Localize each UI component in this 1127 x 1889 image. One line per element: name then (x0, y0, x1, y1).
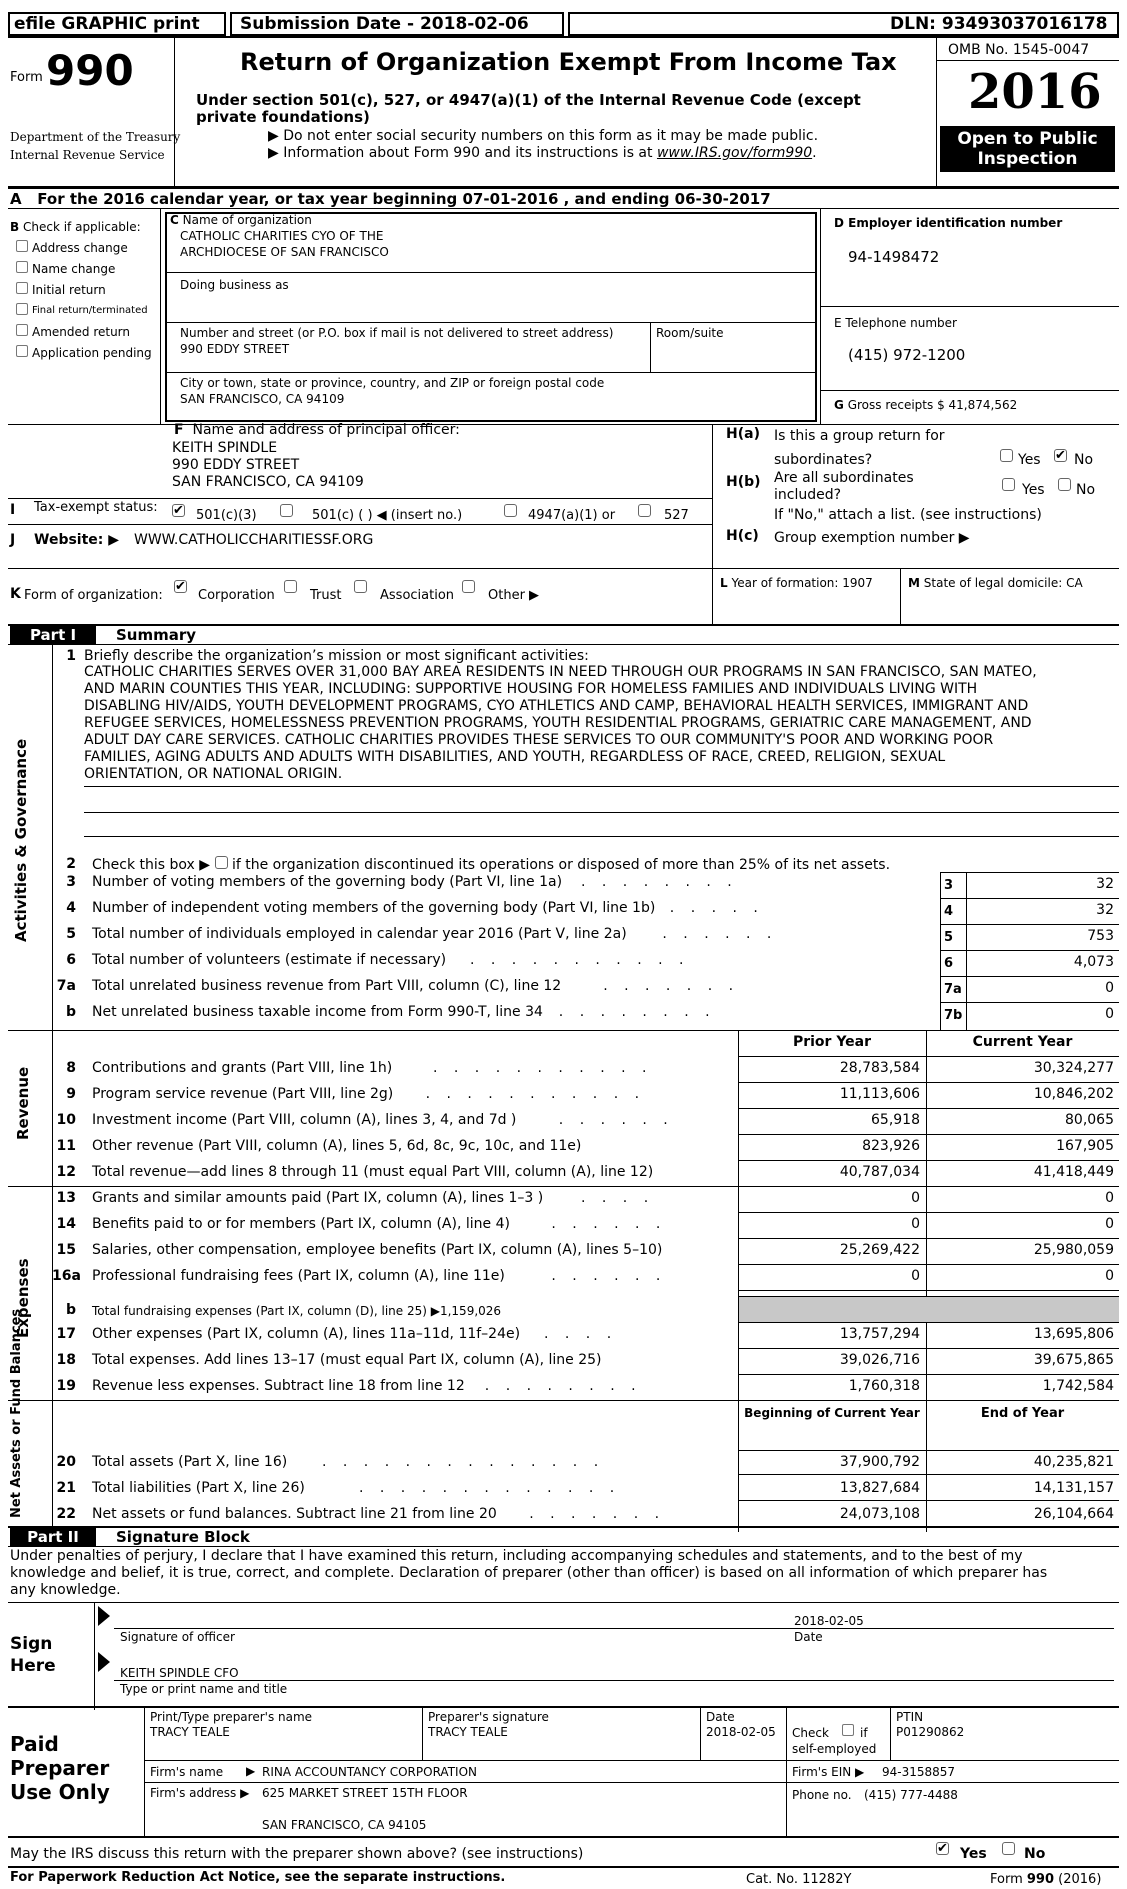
here-label: Here (10, 1656, 56, 1676)
k-label: K (10, 586, 21, 602)
telephone-value: (415) 972-1200 (848, 346, 966, 364)
year-formation: L Year of formation: 1907 (720, 576, 873, 590)
exp_lines-prior-value: 0 (911, 1190, 920, 1206)
sign-arrow-icon-2 (98, 1652, 110, 1672)
dba-label: Doing business as (180, 278, 289, 292)
exp_lines2-current-value: 13,695,806 (1033, 1326, 1114, 1342)
firm-address-line2: SAN FRANCISCO, CA 94105 (262, 1818, 427, 1832)
exp_lines2-line-dots: . . . . . . . . (484, 1378, 642, 1394)
exp_lines-line-number: 14 (56, 1216, 76, 1232)
prep-name-label: Print/Type preparer's name (150, 1710, 313, 1724)
arrow-icon: ▶ (268, 145, 279, 161)
gov-line-box: 7b (944, 1008, 963, 1023)
firm-name: RINA ACCOUNTANCY CORPORATION (262, 1765, 477, 1779)
exp_lines2-current-value: 1,742,584 (1042, 1378, 1114, 1394)
exp_lines-prior-value: 25,269,422 (839, 1242, 920, 1258)
dln-number: DLN: 93493037016178 (890, 14, 1108, 34)
exp_lines-line-dots: . . . . (581, 1190, 655, 1206)
prep-date: 2018-02-05 (706, 1725, 776, 1739)
section-c-box (165, 212, 817, 422)
rev_lines-current-value: 41,418,449 (1033, 1164, 1114, 1180)
signature-officer-label: Signature of officer (120, 1630, 235, 1644)
h-a-no-checkbox[interactable]: ✔ (1055, 448, 1066, 463)
na_lines-line-number: 21 (56, 1480, 76, 1496)
gov-line-box: 4 (944, 904, 954, 919)
na_lines-prior-value: 37,900,792 (839, 1454, 920, 1470)
exp_lines2-prior-value: 1,760,318 (848, 1378, 920, 1394)
exp_lines2-prior-value: 13,757,294 (839, 1326, 920, 1342)
rev_lines-line-dots: . . . . . . . . . . . (433, 1060, 653, 1076)
org-name-line1: CATHOLIC CHARITIES CYO OF THE (180, 229, 384, 243)
gov-line-text: Total unrelated business revenue from Part VIII, column (C), line 12 (92, 978, 562, 994)
association-checkbox[interactable] (354, 580, 367, 593)
line-a: A For the 2016 calendar year, or tax year beginning 07-01-2016 , and ending 06-30-2017 (10, 190, 771, 208)
principal-officer-name: KEITH SPINDLE (172, 440, 278, 456)
rev_lines-line-text: Total revenue—add lines 8 through 11 (must equal Part VIII, column (A), line 12) (92, 1164, 654, 1180)
corporation-label: Corporation (198, 588, 275, 603)
firm-arrow-icon: ▶ (246, 1764, 256, 1778)
gov-line-number: 3 (66, 874, 76, 890)
form-subtitle: Under section 501(c), 527, or 4947(a)(1) of the Internal Revenue Code (except private foundations) (196, 91, 861, 126)
mission-text: CATHOLIC CHARITIES SERVES OVER 31,000 BAY AREA RESIDENTS IN NEED THROUGH OUR PROGRAMS IN SAN FRANCISCO, SAN MATEO, AND MARIN COUNTIES THIS YEAR, INCLUDING: SUPPORTIVE HOUSING FOR HOMELESS FAMILIES AND INDIVIDUALS LIVING WITH DISABLING HIV/AIDS, YOUTH DEVELOPMENT PROGRAMS, CYO ATHLETICS AND CAMP, BEHAVIORAL HEALTH SERVICES, IMMIGRANT AND REFUGEE SERVICES, HOMELESSNESS PREVENTION PROGRAMS, YOUTH RESIDENTIAL PROGRAMS, GERIATRIC CARE MANAGEMENT, AND ADULT DAY CARE SERVICES. CATHOLIC CHARITIES PROVIDES THESE SERVICES TO OUR COMMUNITY'S POOR AND WORKING POOR FAMILIES, AGING ADULTS AND ADULTS WITH DISABILITIES, AND YOUTH, REGARDLESS OF RACE, CREED, RELIGION, SEXUAL ORIENTATION, OR NATIONAL ORIGIN. (84, 664, 1037, 782)
address-change-label: Address change (32, 241, 128, 255)
form-title: Return of Organization Exempt From Income Tax (240, 48, 897, 76)
trust-label: Trust (310, 588, 342, 603)
prep-self-employed: self-employed (792, 1742, 877, 1756)
rev_lines-current-value: 80,065 (1065, 1112, 1114, 1128)
h-a-text1: Is this a group return for (774, 428, 945, 444)
ein-value: 94-1498472 (848, 248, 940, 266)
rev_lines-line-text: Investment income (Part VIII, column (A), lines 3, 4, and 7d ) (92, 1112, 517, 1128)
na_lines-current-value: 40,235,821 (1033, 1454, 1114, 1470)
prep-if-label: if (860, 1726, 868, 1740)
part-i-tag: Part I (10, 626, 96, 644)
gov-line-box: 7a (944, 982, 962, 997)
prep-name: TRACY TEALE (150, 1725, 230, 1739)
h-a-text2: subordinates? (774, 452, 873, 468)
exp_lines2-prior-value: 39,026,716 (839, 1352, 920, 1368)
city-value: SAN FRANCISCO, CA 94109 (180, 392, 345, 406)
omb-number: OMB No. 1545-0047 (948, 42, 1090, 58)
527-checkbox[interactable] (638, 504, 651, 517)
name-change-label: Name change (32, 262, 116, 276)
part-i-title: Summary (116, 626, 197, 644)
firm-phone: (415) 777-4488 (864, 1788, 958, 1802)
part-ii-title: Signature Block (116, 1528, 250, 1546)
h-a-no-label: No (1074, 452, 1094, 468)
exp_lines-current-value: 0 (1105, 1268, 1114, 1284)
gov-line-text: Net unrelated business taxable income from Form 990-T, line 34 (92, 1004, 543, 1020)
line-1-number: 1 (66, 648, 76, 664)
gov-line-number: 5 (66, 926, 76, 942)
na_lines-line-text: Total assets (Part X, line 16) (92, 1454, 288, 1470)
line-2-text: Check this box ▶ if the organization discontinued its operations or disposed of more than 25% of its net assets. (92, 857, 891, 873)
discuss-yes-checkbox[interactable]: ✔ (937, 1841, 948, 1856)
exp_lines2-line-number: 19 (56, 1378, 76, 1394)
principal-officer-city: SAN FRANCISCO, CA 94109 (172, 474, 364, 490)
na_lines-line-dots: . . . . . . . (529, 1506, 666, 1522)
efile-label: efile GRAPHIC print (14, 14, 200, 34)
application-pending-label: Application pending (32, 346, 152, 360)
exp_lines-line-text: Professional fundraising fees (Part IX, column (A), line 11e) (92, 1268, 505, 1284)
end-year-header: End of Year (980, 1406, 1065, 1421)
address-change-checkbox[interactable] (16, 240, 28, 252)
gov-line-value: 0 (1105, 980, 1114, 996)
prep-date-label: Date (706, 1710, 735, 1724)
submission-date: Submission Date - 2018-02-06 (240, 14, 529, 34)
rev_lines-prior-value: 823,926 (862, 1138, 920, 1154)
form-word: Form (10, 70, 43, 85)
corporation-checkbox[interactable]: ✔ (175, 579, 186, 594)
paid-label: Paid (10, 1732, 59, 1756)
501c-label: 501(c) ( ) ◀ (insert no.) (312, 508, 463, 523)
gov-line-box: 3 (944, 878, 954, 893)
gov-line-value: 32 (1096, 902, 1114, 918)
gov-line-dots: . . . . . . . . (581, 874, 738, 890)
exp_lines2-line-text: Total expenses. Add lines 13–17 (must equal Part IX, column (A), line 25) (92, 1352, 602, 1368)
h-b-text1: Are all subordinates (774, 470, 914, 486)
exp_lines2-current-value: 39,675,865 (1033, 1352, 1114, 1368)
discuss-no-checkbox[interactable] (1002, 1842, 1015, 1855)
rev_lines-current-value: 10,846,202 (1033, 1086, 1114, 1102)
line-16b-shaded (739, 1296, 1119, 1322)
na_lines-prior-value: 24,073,108 (839, 1506, 920, 1522)
amended-return-checkbox[interactable] (16, 324, 28, 336)
rev_lines-prior-value: 11,113,606 (839, 1086, 920, 1102)
trust-checkbox[interactable] (284, 580, 297, 593)
rev_lines-line-dots: . . . . . . . . . . . (425, 1086, 646, 1102)
form-number: 990 (46, 46, 134, 95)
prep-sig: TRACY TEALE (428, 1725, 508, 1739)
exp_lines2-line-text: Revenue less expenses. Subtract line 18 from line 12 (92, 1378, 465, 1394)
perjury-statement: Under penalties of perjury, I declare that I have examined this return, including accompanying schedules and statements, and to the best of my knowledge and belief, it is true, correct, and complete. Declaration of preparer (other than officer) is based on all information of which preparer has any knowledge. (10, 1548, 1048, 1598)
rev_lines-line-number: 8 (66, 1060, 76, 1076)
city-label: City or town, state or province, country, and ZIP or foreign postal code (180, 376, 605, 390)
h-b-label: H(b) (726, 474, 761, 490)
exp_lines2-line-number: 18 (56, 1352, 76, 1368)
gov-line-value: 753 (1087, 928, 1114, 944)
exp_lines2-line-dots: . . . . (544, 1326, 618, 1342)
note-ssn: ▶ Do not enter social security numbers on this form as it may be made public. (268, 128, 819, 144)
gov-line-text: Number of voting members of the governing body (Part VI, line 1a) (92, 874, 563, 890)
gov-line-box: 6 (944, 956, 954, 971)
gov-line-value: 4,073 (1073, 954, 1114, 970)
gov-line-number: 6 (66, 952, 76, 968)
prep-check-label: Check (792, 1726, 829, 1740)
principal-officer-street: 990 EDDY STREET (172, 457, 300, 473)
exp_lines2-line-number: 17 (56, 1326, 76, 1342)
na_lines-line-number: 20 (56, 1454, 76, 1470)
principal-officer-label: F Name and address of principal officer: (174, 422, 460, 438)
i-label: I (10, 502, 16, 518)
exp_lines-prior-value: 0 (911, 1268, 920, 1284)
gov-line-number: b (65, 1004, 76, 1020)
exp_lines-line-dots: . . . . . . (551, 1268, 667, 1284)
gov-line-value: 32 (1096, 876, 1114, 892)
irs-label: Internal Revenue Service (10, 148, 165, 162)
gov-line-text: Number of independent voting members of the governing body (Part VI, line 1b) (92, 900, 656, 916)
exp_lines-line-text: Benefits paid to or for members (Part IX, column (A), line 4) (92, 1216, 510, 1232)
discuss-no-label: No (1024, 1846, 1046, 1862)
exp_lines-line-dots: . . . . . . (551, 1216, 667, 1232)
4947-label: 4947(a)(1) or (528, 508, 616, 523)
side-label-revenue: Revenue (14, 1066, 32, 1140)
org-name-label: C Name of organization (170, 213, 312, 227)
rev_lines-prior-value: 40,787,034 (839, 1164, 920, 1180)
h-b-yes-checkbox[interactable] (1002, 478, 1015, 491)
h-b-text2: included? (774, 487, 842, 503)
street-value: 990 EDDY STREET (180, 342, 290, 356)
sign-arrow-icon (98, 1606, 110, 1626)
line-16b-text: Total fundraising expenses (Part IX, column (D), line 25) ▶1,159,026 (92, 1304, 502, 1318)
gross-receipts: G Gross receipts $ 41,874,562 (834, 398, 1018, 412)
current-year-header: Current Year (972, 1034, 1073, 1050)
website-url[interactable]: WWW.CATHOLICCHARITIESSF.ORG (134, 532, 374, 548)
exp_lines-line-number: 15 (56, 1242, 76, 1258)
h-b-no-checkbox[interactable] (1058, 478, 1071, 491)
na_lines-line-text: Net assets or fund balances. Subtract line 21 from line 20 (92, 1506, 497, 1522)
org-name-line2: ARCHDIOCESE OF SAN FRANCISCO (180, 245, 389, 259)
501c3-checkbox[interactable]: ✔ (173, 503, 184, 518)
na_lines-prior-value: 13,827,684 (839, 1480, 920, 1496)
discontinued-checkbox[interactable] (215, 856, 228, 869)
na_lines-line-text: Total liabilities (Part X, line 26) (92, 1480, 305, 1496)
rev_lines-line-number: 9 (66, 1086, 76, 1102)
na_lines-current-value: 14,131,157 (1033, 1480, 1114, 1496)
line-16b-number: b (65, 1302, 76, 1318)
irs-link[interactable]: www.IRS.gov/form990 (656, 145, 813, 161)
527-label: 527 (664, 508, 689, 523)
tax-year: 2016 (968, 64, 1102, 120)
sign-label: Sign (10, 1634, 53, 1654)
name-title-label: Type or print name and title (120, 1682, 288, 1696)
501c-checkbox[interactable] (280, 504, 293, 517)
gov-line-number: 7a (56, 978, 76, 994)
amended-return-label: Amended return (32, 325, 131, 339)
h-c-label: H(c) (726, 528, 759, 544)
form-footer: Form 990 (2016) (990, 1872, 1102, 1887)
gov-line-dots: . . . . . . . . . . . (470, 952, 690, 968)
exp_lines2-line-text: Other expenses (Part IX, column (A), lines 11a–11d, 11f–24e) (92, 1326, 521, 1342)
h-c-text: Group exemption number ▶ (774, 530, 970, 546)
tax-exempt-title: Tax-exempt status: (34, 500, 158, 515)
prior-year-header: Prior Year (792, 1034, 872, 1050)
prep-sig-label: Preparer's signature (428, 1710, 549, 1724)
na_lines-current-value: 26,104,664 (1033, 1506, 1114, 1522)
na_lines-line-dots: . . . . . . . . . . . . . (359, 1480, 621, 1496)
gov-line-dots: . . . . . . . . (558, 1004, 716, 1020)
ein-label: D Employer identification number (834, 216, 1063, 230)
h-b-no-label: No (1076, 482, 1096, 498)
h-a-yes-label: Yes (1018, 452, 1041, 468)
other-label: Other ▶ (488, 588, 540, 603)
rev_lines-line-text: Program service revenue (Part VIII, line 2g) (92, 1086, 394, 1102)
state-domicile: M State of legal domicile: CA (908, 576, 1083, 590)
preparer-label: Preparer (10, 1756, 110, 1780)
discuss-yes-label: Yes (960, 1846, 987, 1862)
firm-ein-label: Firm's EIN ▶ (792, 1765, 865, 1779)
side-label-activities: Activities & Governance (12, 738, 30, 942)
form-org-title: Form of organization: (24, 588, 163, 603)
gov-line-box: 5 (944, 930, 954, 945)
h-a-yes-checkbox[interactable] (1000, 449, 1013, 462)
gov-line-dots: . . . . . . (662, 926, 778, 942)
name-change-checkbox[interactable] (16, 261, 28, 273)
exp_lines-current-value: 0 (1105, 1216, 1114, 1232)
rev_lines-current-value: 30,324,277 (1033, 1060, 1114, 1076)
501c3-label: 501(c)(3) (196, 508, 257, 523)
paperwork-notice: For Paperwork Reduction Act Notice, see the separate instructions. (10, 1870, 506, 1885)
gov-line-value: 0 (1105, 1006, 1114, 1022)
street-label: Number and street (or P.O. box if mail is not delivered to street address) (180, 326, 614, 340)
gov-line-number: 4 (66, 900, 76, 916)
initial-return-checkbox[interactable] (16, 282, 28, 294)
firm-name-label: Firm's name (150, 1765, 224, 1779)
rev_lines-current-value: 167,905 (1056, 1138, 1114, 1154)
gov-line-text: Total number of volunteers (estimate if necessary) (92, 952, 447, 968)
j-label: J (10, 532, 16, 548)
application-pending-checkbox[interactable] (16, 345, 28, 357)
firm-phone-label: Phone no. (792, 1788, 852, 1802)
exp_lines-line-text: Grants and similar amounts paid (Part IX, column (A), lines 1–3 ) (92, 1190, 544, 1206)
side-label-net-assets: Net Assets or Fund Balances (9, 1308, 24, 1518)
final-return-checkbox[interactable] (16, 303, 28, 315)
firm-address-line1: 625 MARKET STREET 15TH FLOOR (262, 1786, 468, 1800)
4947-checkbox[interactable] (504, 504, 517, 517)
note-info: ▶ Information about Form 990 and its instructions is at www.IRS.gov/form990. (268, 145, 817, 161)
self-employed-checkbox[interactable] (842, 1724, 854, 1736)
section-b: B Check if applicable: (10, 220, 141, 234)
open-public-inspection: Open to Public Inspection (940, 126, 1115, 172)
exp_lines-current-value: 0 (1105, 1190, 1114, 1206)
h-b-yes-label: Yes (1022, 482, 1045, 498)
date-label: Date (794, 1630, 823, 1644)
gov-line-dots: . . . . . . . (603, 978, 740, 994)
rev_lines-line-number: 10 (56, 1112, 76, 1128)
other-checkbox[interactable] (462, 580, 475, 593)
initial-return-label: Initial return (32, 283, 106, 297)
website-title: Website: ▶ (34, 532, 120, 548)
na_lines-line-number: 22 (56, 1506, 76, 1522)
part-ii-tag: Part II (10, 1528, 96, 1546)
rev_lines-line-text: Contributions and grants (Part VIII, line 1h) (92, 1060, 393, 1076)
telephone-label: E Telephone number (834, 316, 957, 330)
rev_lines-prior-value: 65,918 (871, 1112, 920, 1128)
begin-year-header: Beginning of Current Year (744, 1406, 920, 1420)
ptin-value: P01290862 (896, 1725, 965, 1739)
association-label: Association (380, 588, 455, 603)
gov-line-text: Total number of individuals employed in calendar year 2016 (Part V, line 2a) (92, 926, 627, 942)
room-suite-label: Room/suite (656, 326, 724, 340)
exp_lines-prior-value: 0 (911, 1216, 920, 1232)
firm-ein: 94-3158857 (882, 1765, 956, 1779)
rev_lines-line-number: 12 (56, 1164, 76, 1180)
rev_lines-prior-value: 28,783,584 (839, 1060, 920, 1076)
rev_lines-line-number: 11 (56, 1138, 76, 1154)
cat-number: Cat. No. 11282Y (746, 1872, 852, 1887)
exp_lines-line-number: 13 (56, 1190, 76, 1206)
final-return-label: Final return/terminated (32, 305, 148, 316)
use-only-label: Use Only (10, 1780, 110, 1804)
dept-treasury: Department of the Treasury (10, 130, 181, 144)
h-b-note: If "No," attach a list. (see instructions) (774, 507, 1042, 523)
firm-address-label: Firm's address ▶ (150, 1786, 250, 1800)
exp_lines-current-value: 25,980,059 (1033, 1242, 1114, 1258)
line-2-number: 2 (66, 856, 76, 872)
line-1-intro: Briefly describe the organization’s mission or most significant activities: (84, 648, 589, 664)
rev_lines-line-text: Other revenue (Part VIII, column (A), lines 5, 6d, 8c, 9c, 10c, and 11e) (92, 1138, 582, 1154)
side-label-expenses: Expenses (14, 1258, 32, 1338)
arrow-icon: ▶ (268, 128, 279, 144)
ptin-label: PTIN (896, 1710, 924, 1724)
signature-date: 2018-02-05 (794, 1614, 864, 1628)
exp_lines-line-number: 16a (52, 1268, 81, 1284)
discuss-question: May the IRS discuss this return with the preparer shown above? (see instructions) (10, 1846, 584, 1862)
na_lines-line-dots: . . . . . . . . . . . . . . (322, 1454, 605, 1470)
h-a-label: H(a) (726, 426, 760, 442)
exp_lines-line-text: Salaries, other compensation, employee benefits (Part IX, column (A), lines 5–10) (92, 1242, 663, 1258)
rev_lines-line-dots: . . . . . . (558, 1112, 674, 1128)
officer-name-title: KEITH SPINDLE CFO (120, 1666, 239, 1680)
gov-line-dots: . . . . . (669, 900, 764, 916)
